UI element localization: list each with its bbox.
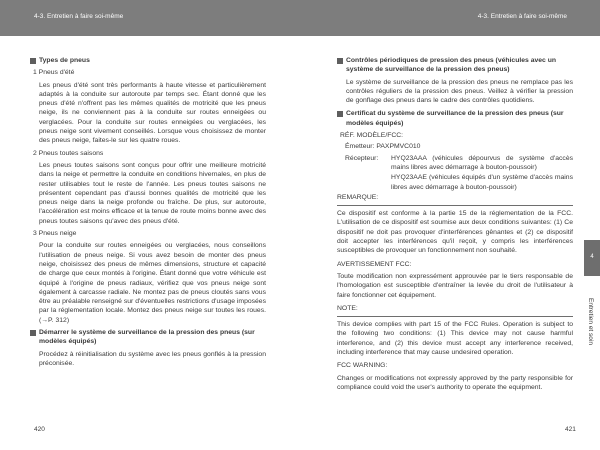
fcc-model-reference: RÉF. MODÈLE/FCC: <box>340 132 404 140</box>
reset-text: Procédez à réinitialisation du système avec les pneus gonflés à la pression préconisée. <box>39 350 266 367</box>
chapter-number: 4 <box>590 254 594 260</box>
remark-label: REMARQUE: <box>337 193 379 201</box>
remark-text: Ce dispositif est conforme à la partie 15 de la réglementation de la FCC. L'utilisation de ce dispositif est soumise aux deux conditions suivantes: (1) Ce dispositif ne doit pas provoquer d'interférences gênantes et (2) ce dispositif doit accepter les interférences qu'il reçoit, y compris les interférences susceptibles de provoquer un fonctionnement non souhaité. <box>337 210 573 255</box>
square-bullet-icon <box>337 58 343 64</box>
page-header <box>0 0 600 36</box>
snow-tires-text: Pour la conduite sur routes enneigées ou verglacées, nous conseillons l'utilisation de pneus neige. Si vous avez besoin de monter des pneus neige, choisissez des pneus de mêmes dimensions, structure et capacité de charge que ceux montés à l'origine. Étant donné que votre véhicule est équipé à l'origine de pneus radiaux, vérifiez que vos pneus neige sont également à carcasse radiale. Ne montez pas de pneus cloutés sans vous être au préalable renseigné sur d'éventuelles restrictions d'usage imposées par la réglementation locale. Montez des pneus neige sur toutes les roues. (→P. 312) <box>39 242 266 324</box>
snow-tires-heading: 3 Pneus neige <box>33 230 77 238</box>
summer-tires-heading: 1 Pneus d'été <box>33 69 75 77</box>
types-section-title: Types de pneus <box>30 56 266 65</box>
receiver-label: Récepteur: <box>345 154 379 162</box>
left-column <box>30 56 266 371</box>
certificate-section-title: Certificat du système de surveillance de la pression des pneus (sur modèles équipés) <box>337 109 573 128</box>
emitter-line: Émetteur: PAXPMVC010 <box>345 143 421 151</box>
header-title-right: 4-3. Entretien à faire soi-même <box>477 13 567 20</box>
fcc-warning-fr-label: AVERTISSEMENT FCC: <box>337 260 412 268</box>
right-column <box>337 56 573 396</box>
divider <box>337 316 573 317</box>
fcc-warning-en-label: FCC WARNING: <box>337 362 388 370</box>
note-text: This device complies with part 15 of the FCC Rules. Operation is subject to the following two conditions: (1) This device may not cause harmful interference, and (2) this device must accept any interference received, including interference that may cause undesired operation. <box>337 321 573 357</box>
allseason-tires-text: Les pneus toutes saisons sont conçus pour offrir une meilleure motricité dans la neige et permettre la conduite en conditions hivernales, en plus de rester utilisables tout le reste de l'année. Les pneus toutes saisons ne présentent cependant pas d'aussi bonnes qualités de motricité que les pneus neige dans la neige profonde ou fraîche. De plus, sur autoroute, l'accélération est moins efficace et la tenue de route moins bonne avec des pneus toutes saisons qu'avec des pneus d'été. <box>39 161 266 225</box>
receiver-model-1: HYQ23AAA (véhicules dépourvus de système d'accès mains libres avec démarrage à bouton-poussoir) <box>391 154 573 171</box>
receiver-row <box>337 154 573 173</box>
header-title-left: 4-3. Entretien à faire soi-même <box>34 13 124 20</box>
summer-tires-text: Les pneus d'été sont très performants à haute vitesse et particulièrement adaptés à la conduite sur autoroute par temps sec. Étant donné que les pneus d'été n'offrent pas les mêmes qualités de motricité que les pneus neige, ils ne conviennent pas à la conduite sur routes enneigées ou verglacées. Pour la conduite sur routes enneigées ou verglacées, les pneus neige sont vivement conseillés. Lorsque vous choisissez de monter des pneus neige, faites-le sur les quatre roues. <box>39 81 266 145</box>
fcc-warning-fr-text: Toute modification non expressément approuvée par le tiers responsable de l'homologation est susceptible d'entraîner la levée du droit de l'utilisateur à faire fonctionner cet équipement. <box>337 272 573 299</box>
checks-text: Le système de surveillance de la pression des pneus ne remplace pas les contrôles réguliers de la pression des pneus. Veillez à vérifier la pression de gonflage des pneus dans le cadre des contrôles quotidiens. <box>346 78 573 105</box>
receiver-row-2 <box>337 173 573 192</box>
chapter-title: Entretien et soin <box>587 298 594 345</box>
chapter-tab <box>584 240 600 276</box>
square-bullet-icon <box>337 111 343 117</box>
allseason-tires-heading: 2 Pneus toutes saisons <box>33 149 104 157</box>
page-number-left: 420 <box>34 426 45 433</box>
square-bullet-icon <box>30 58 36 64</box>
divider <box>337 205 573 206</box>
reset-section-title: Démarrer le système de surveillance de la pression des pneus (sur modèles équipés) <box>30 328 266 347</box>
checks-section-title: Contrôles périodiques de pression des pneus (véhicules avec un système de surveillance de la pression des pneus) <box>337 56 573 75</box>
note-label: NOTE: <box>337 304 358 312</box>
receiver-model-2: HYQ23AAE (véhicules équipés d'un système d'accès mains libres avec démarrage à bouton-poussoir) <box>391 174 573 191</box>
page-number-right: 421 <box>565 426 576 433</box>
fcc-warning-en-text: Changes or modifications not expressly approved by the party responsible for compliance could void the user's authority to operate the equipment. <box>337 374 573 391</box>
square-bullet-icon <box>30 330 36 336</box>
